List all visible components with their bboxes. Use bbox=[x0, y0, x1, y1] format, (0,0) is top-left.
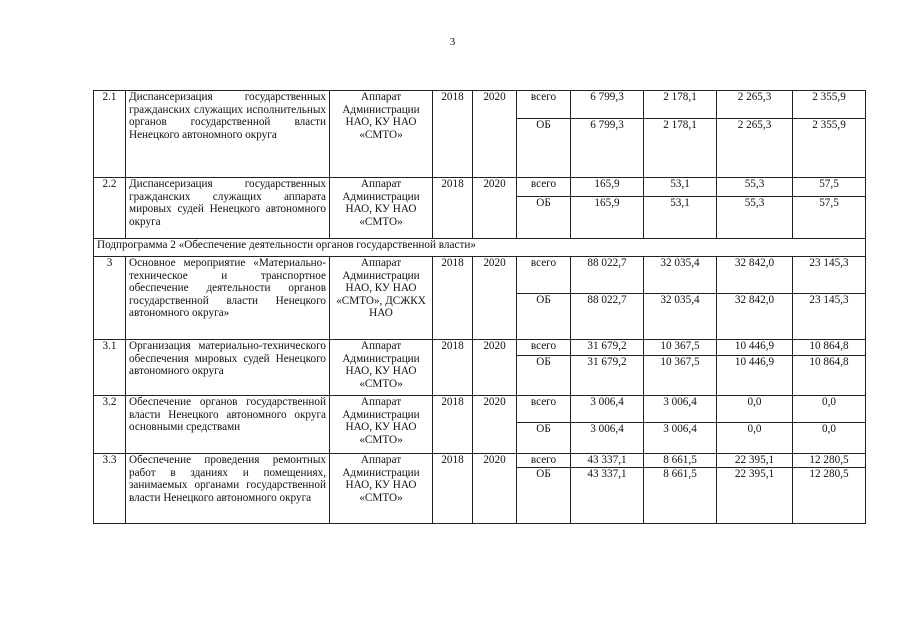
value-2018: 32 035,4 bbox=[644, 294, 717, 340]
subprogram-title: Подпрограмма 2 «Обеспечение деятельности органов государственной власти» bbox=[94, 239, 866, 257]
row-number: 2.2 bbox=[94, 178, 126, 239]
value-2018: 2 178,1 bbox=[644, 119, 717, 178]
start-year: 2018 bbox=[433, 396, 473, 454]
value-2019: 32 842,0 bbox=[717, 257, 793, 294]
value-total: 165,9 bbox=[571, 178, 644, 197]
value-2018: 3 006,4 bbox=[644, 423, 717, 454]
value-2018: 53,1 bbox=[644, 197, 717, 239]
end-year: 2020 bbox=[473, 340, 517, 396]
activity-name: Основное мероприятие «Материально-техническое и транспортное обеспечение деятельности органов государственной власти Ненецкого автономного округа» bbox=[126, 257, 330, 340]
value-2019: 10 446,9 bbox=[717, 340, 793, 356]
value-2019: 2 265,3 bbox=[717, 119, 793, 178]
value-2019: 0,0 bbox=[717, 396, 793, 423]
value-2020: 23 145,3 bbox=[793, 257, 866, 294]
value-2018: 32 035,4 bbox=[644, 257, 717, 294]
value-2019: 2 265,3 bbox=[717, 91, 793, 119]
value-2020: 10 864,8 bbox=[793, 356, 866, 396]
end-year: 2020 bbox=[473, 257, 517, 340]
end-year: 2020 bbox=[473, 454, 517, 524]
value-2019: 0,0 bbox=[717, 423, 793, 454]
start-year: 2018 bbox=[433, 257, 473, 340]
table-row bbox=[94, 91, 866, 119]
value-2020: 57,5 bbox=[793, 197, 866, 239]
funding-source: всего bbox=[517, 454, 571, 468]
table-row bbox=[94, 257, 866, 294]
end-year: 2020 bbox=[473, 178, 517, 239]
start-year: 2018 bbox=[433, 340, 473, 396]
funding-source: ОБ bbox=[517, 423, 571, 454]
table-row bbox=[94, 340, 866, 356]
value-2018: 8 661,5 bbox=[644, 454, 717, 468]
value-total: 43 337,1 bbox=[571, 454, 644, 468]
executor: Аппарат Администрации НАО, КУ НАО «СМТО» bbox=[330, 178, 433, 239]
start-year: 2018 bbox=[433, 91, 473, 178]
funding-source: ОБ bbox=[517, 356, 571, 396]
value-total: 31 679,2 bbox=[571, 356, 644, 396]
row-number: 3.3 bbox=[94, 454, 126, 524]
value-2018: 10 367,5 bbox=[644, 356, 717, 396]
row-number: 3 bbox=[94, 257, 126, 340]
value-2020: 0,0 bbox=[793, 423, 866, 454]
page-number: 3 bbox=[449, 36, 456, 48]
activity-name: Обеспечение проведения ремонтных работ в зданиях и помещениях, занимаемых органами государственной власти Ненецкого автономного округа bbox=[126, 454, 330, 524]
value-2020: 12 280,5 bbox=[793, 468, 866, 524]
executor: Аппарат Администрации НАО, КУ НАО «СМТО» bbox=[330, 340, 433, 396]
value-2019: 55,3 bbox=[717, 197, 793, 239]
value-total: 165,9 bbox=[571, 197, 644, 239]
executor: Аппарат Администрации НАО, КУ НАО «СМТО» bbox=[330, 396, 433, 454]
table-row bbox=[94, 396, 866, 423]
funding-source: ОБ bbox=[517, 294, 571, 340]
value-2019: 32 842,0 bbox=[717, 294, 793, 340]
value-total: 88 022,7 bbox=[571, 294, 644, 340]
executor: Аппарат Администрации НАО, КУ НАО «СМТО» bbox=[330, 91, 433, 178]
value-2020: 10 864,8 bbox=[793, 340, 866, 356]
value-2018: 10 367,5 bbox=[644, 340, 717, 356]
value-2020: 12 280,5 bbox=[793, 454, 866, 468]
value-total: 6 799,3 bbox=[571, 119, 644, 178]
value-2020: 23 145,3 bbox=[793, 294, 866, 340]
table-row bbox=[94, 178, 866, 197]
value-2019: 55,3 bbox=[717, 178, 793, 197]
activity-name: Диспансеризация государственных гражданских служащих исполнительных органов государственной власти Ненецкого автономного округа bbox=[126, 91, 330, 178]
funding-source: ОБ bbox=[517, 197, 571, 239]
value-total: 3 006,4 bbox=[571, 423, 644, 454]
funding-source: ОБ bbox=[517, 468, 571, 524]
value-total: 3 006,4 bbox=[571, 396, 644, 423]
value-2019: 22 395,1 bbox=[717, 454, 793, 468]
start-year: 2018 bbox=[433, 178, 473, 239]
activity-name: Обеспечение органов государственной власти Ненецкого автономного округа основными средствами bbox=[126, 396, 330, 454]
value-2018: 53,1 bbox=[644, 178, 717, 197]
value-2018: 2 178,1 bbox=[644, 91, 717, 119]
value-2020: 0,0 bbox=[793, 396, 866, 423]
funding-source: всего bbox=[517, 91, 571, 119]
value-2020: 2 355,9 bbox=[793, 119, 866, 178]
end-year: 2020 bbox=[473, 91, 517, 178]
value-2018: 3 006,4 bbox=[644, 396, 717, 423]
activity-name: Организация материально-технического обеспечения мировых судей Ненецкого автономного округа bbox=[126, 340, 330, 396]
value-2018: 8 661,5 bbox=[644, 468, 717, 524]
funding-source: всего bbox=[517, 257, 571, 294]
row-number: 3.2 bbox=[94, 396, 126, 454]
executor: Аппарат Администрации НАО, КУ НАО «СМТО», ДСЖКХ НАО bbox=[330, 257, 433, 340]
funding-source: всего bbox=[517, 396, 571, 423]
end-year: 2020 bbox=[473, 396, 517, 454]
value-total: 6 799,3 bbox=[571, 91, 644, 119]
value-total: 43 337,1 bbox=[571, 468, 644, 524]
value-2019: 10 446,9 bbox=[717, 356, 793, 396]
program-table bbox=[93, 90, 866, 524]
table-row bbox=[94, 454, 866, 468]
value-total: 31 679,2 bbox=[571, 340, 644, 356]
row-number: 2.1 bbox=[94, 91, 126, 178]
value-2020: 57,5 bbox=[793, 178, 866, 197]
executor: Аппарат Администрации НАО, КУ НАО «СМТО» bbox=[330, 454, 433, 524]
value-2020: 2 355,9 bbox=[793, 91, 866, 119]
value-total: 88 022,7 bbox=[571, 257, 644, 294]
subprogram-row bbox=[94, 239, 866, 257]
row-number: 3.1 bbox=[94, 340, 126, 396]
activity-name: Диспансеризация государственных гражданских служащих аппарата мировых судей Ненецкого автономного округа bbox=[126, 178, 330, 239]
funding-source: всего bbox=[517, 178, 571, 197]
funding-source: ОБ bbox=[517, 119, 571, 178]
funding-source: всего bbox=[517, 340, 571, 356]
start-year: 2018 bbox=[433, 454, 473, 524]
value-2019: 22 395,1 bbox=[717, 468, 793, 524]
